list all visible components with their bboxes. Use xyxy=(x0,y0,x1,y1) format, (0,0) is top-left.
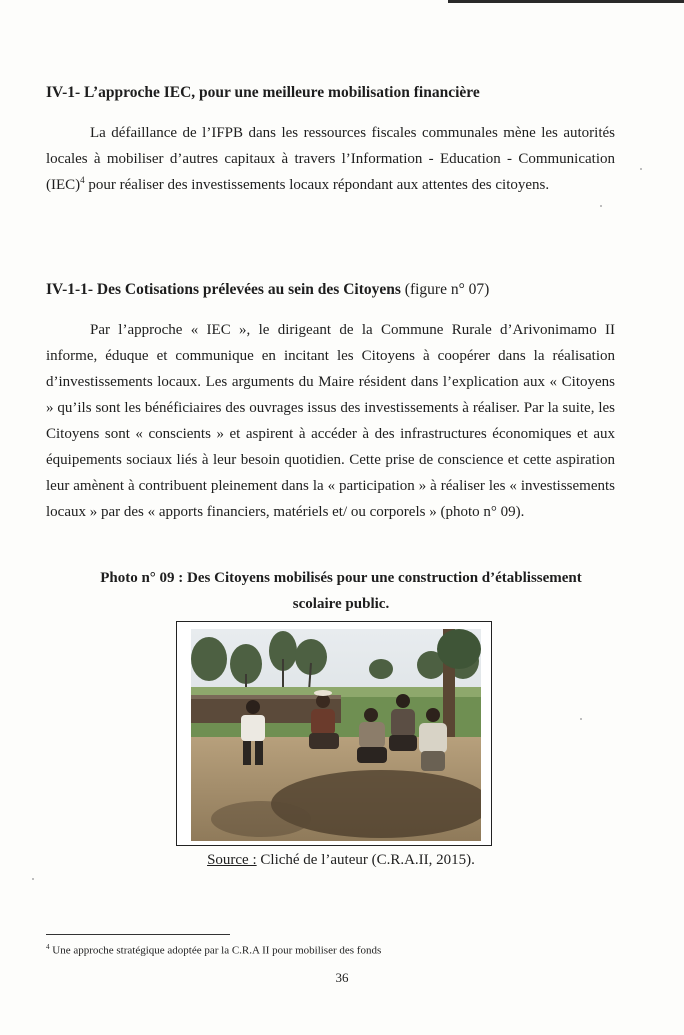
scan-speck xyxy=(600,205,602,207)
scan-speck xyxy=(32,878,34,880)
photo-caption: Photo n° 09 : Des Citoyens mobilisés pour une construction d’établissement scolaire public. xyxy=(100,570,582,612)
figure-reference: (figure n° 07) xyxy=(400,281,490,298)
section-paragraph: La défaillance de l’IFPB dans les ressources fiscales communales mène les autorités locales à mobiliser d’autres capitaux à travers l’Information - Education - Communication (IEC)$^4$ pour réaliser des investissements locaux répondant aux attentes des citoyens. xyxy=(46,125,615,193)
footnote-separator xyxy=(46,934,230,935)
footnote-ref: 4 xyxy=(80,175,85,185)
photo-source: Source : Cliché de l’auteur (C.R.A.II, 2015). xyxy=(207,852,475,868)
photo-frame xyxy=(176,621,492,846)
scan-speck xyxy=(580,718,582,720)
photo-citizens-mobilized xyxy=(191,629,481,841)
page-number: 36 xyxy=(335,970,349,985)
subsection-heading: IV-1-1- Des Cotisations prélevées au sein des Citoyens (figure n° 07) xyxy=(46,281,490,298)
footnote: $^4$ Une approche stratégique adoptée par la C.R.A II pour mobiliser des fonds xyxy=(46,943,382,957)
top-edge-line xyxy=(448,0,684,3)
section-heading: IV-1- L’approche IEC, pour une meilleure mobilisation financière xyxy=(46,84,480,101)
scan-speck xyxy=(640,168,642,170)
subsection-paragraph: Par l’approche « IEC », le dirigeant de la Commune Rurale d’Arivonimamo II informe, éduque et communique en incitant les Citoyens à coopérer dans la réalisation d’investissements locaux. Les arguments du Maire résident dans l’explication aux « Citoyens » qu’ils sont les bénéficiaires des ouvrages issus des investissements à réaliser. Par la suite, les Citoyens sont « conscients » et aspirent à accéder à des infrastructures économiques et aux équipements sociaux liés à leur besoin quotidien. Cette prise de conscience et cette aspiration leur amènent à contribuent pleinement dans la « participation » à réaliser les « investissements locaux » par des « apports financiers, matériels et/ ou corporels » (photo n° 09). xyxy=(46,322,615,520)
